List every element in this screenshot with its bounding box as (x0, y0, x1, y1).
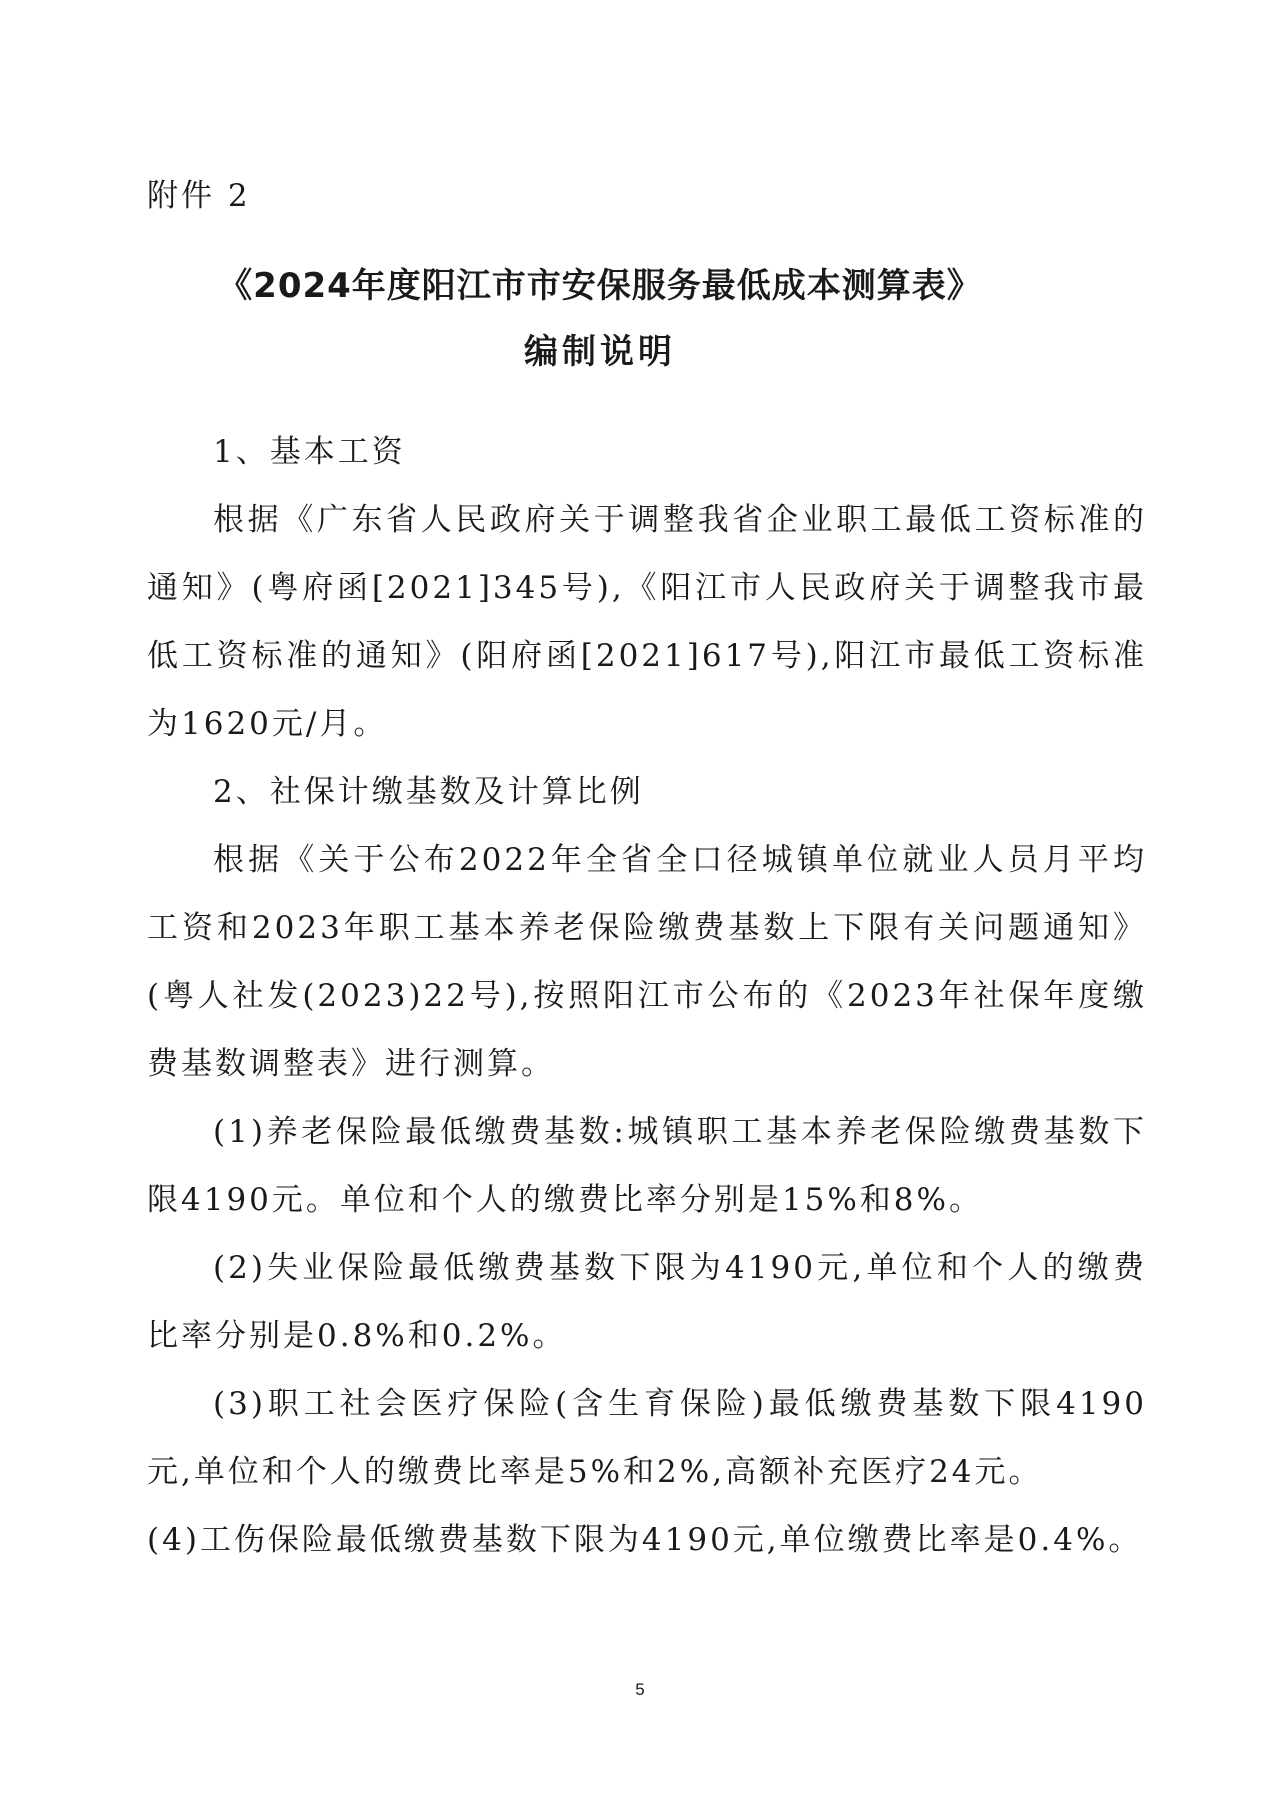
paragraph-unemployment-insurance: (2)失业保险最低缴费基数下限为4190元,单位和个人的缴费比率分别是0.8%和0.2%。 (147, 1250, 1147, 1354)
paragraph-pension-insurance: (1)养老保险最低缴费基数:城镇职工基本养老保险缴费基数下限4190元。单位和个人的缴费比率分别是15%和8%。 (147, 1114, 1147, 1218)
paragraph-medical-insurance: (3)职工社会医疗保险(含生育保险)最低缴费基数下限4190元,单位和个人的缴费比率是5%和2%,高额补充医疗24元。 (147, 1386, 1147, 1490)
document-subtitle: 编制说明 (524, 332, 676, 372)
paragraph-injury-insurance: (4)工伤保险最低缴费基数下限为4190元,单位缴费比率是0.4%。 (147, 1522, 1143, 1558)
document-body (147, 418, 1147, 1574)
section-heading-basic-wage: 1、基本工资 (213, 434, 406, 470)
paragraph-social-insurance: 根据《关于公布2022年全省全口径城镇单位就业人员月平均工资和2023年职工基本养老保险缴费基数上下限有关问题通知》(粤人社发(2023)22号),按照阳江市公布的《2023年社保年度缴费基数调整表》进行测算。 (147, 842, 1147, 1082)
document-title: 《2024年度阳江市市安保服务最低成本测算表》 (218, 266, 982, 306)
page-number: 5 (635, 1680, 645, 1699)
annex-label: 附件 2 (147, 178, 251, 214)
paragraph-basic-wage: 根据《广东省人民政府关于调整我省企业职工最低工资标准的通知》(粤府函[2021]345号),《阳江市人民政府关于调整我市最低工资标准的通知》(阳府函[2021]617号),阳江市最低工资标准为1620元/月。 (147, 502, 1147, 742)
section-heading-social-insurance: 2、社保计缴基数及计算比例 (213, 774, 644, 810)
